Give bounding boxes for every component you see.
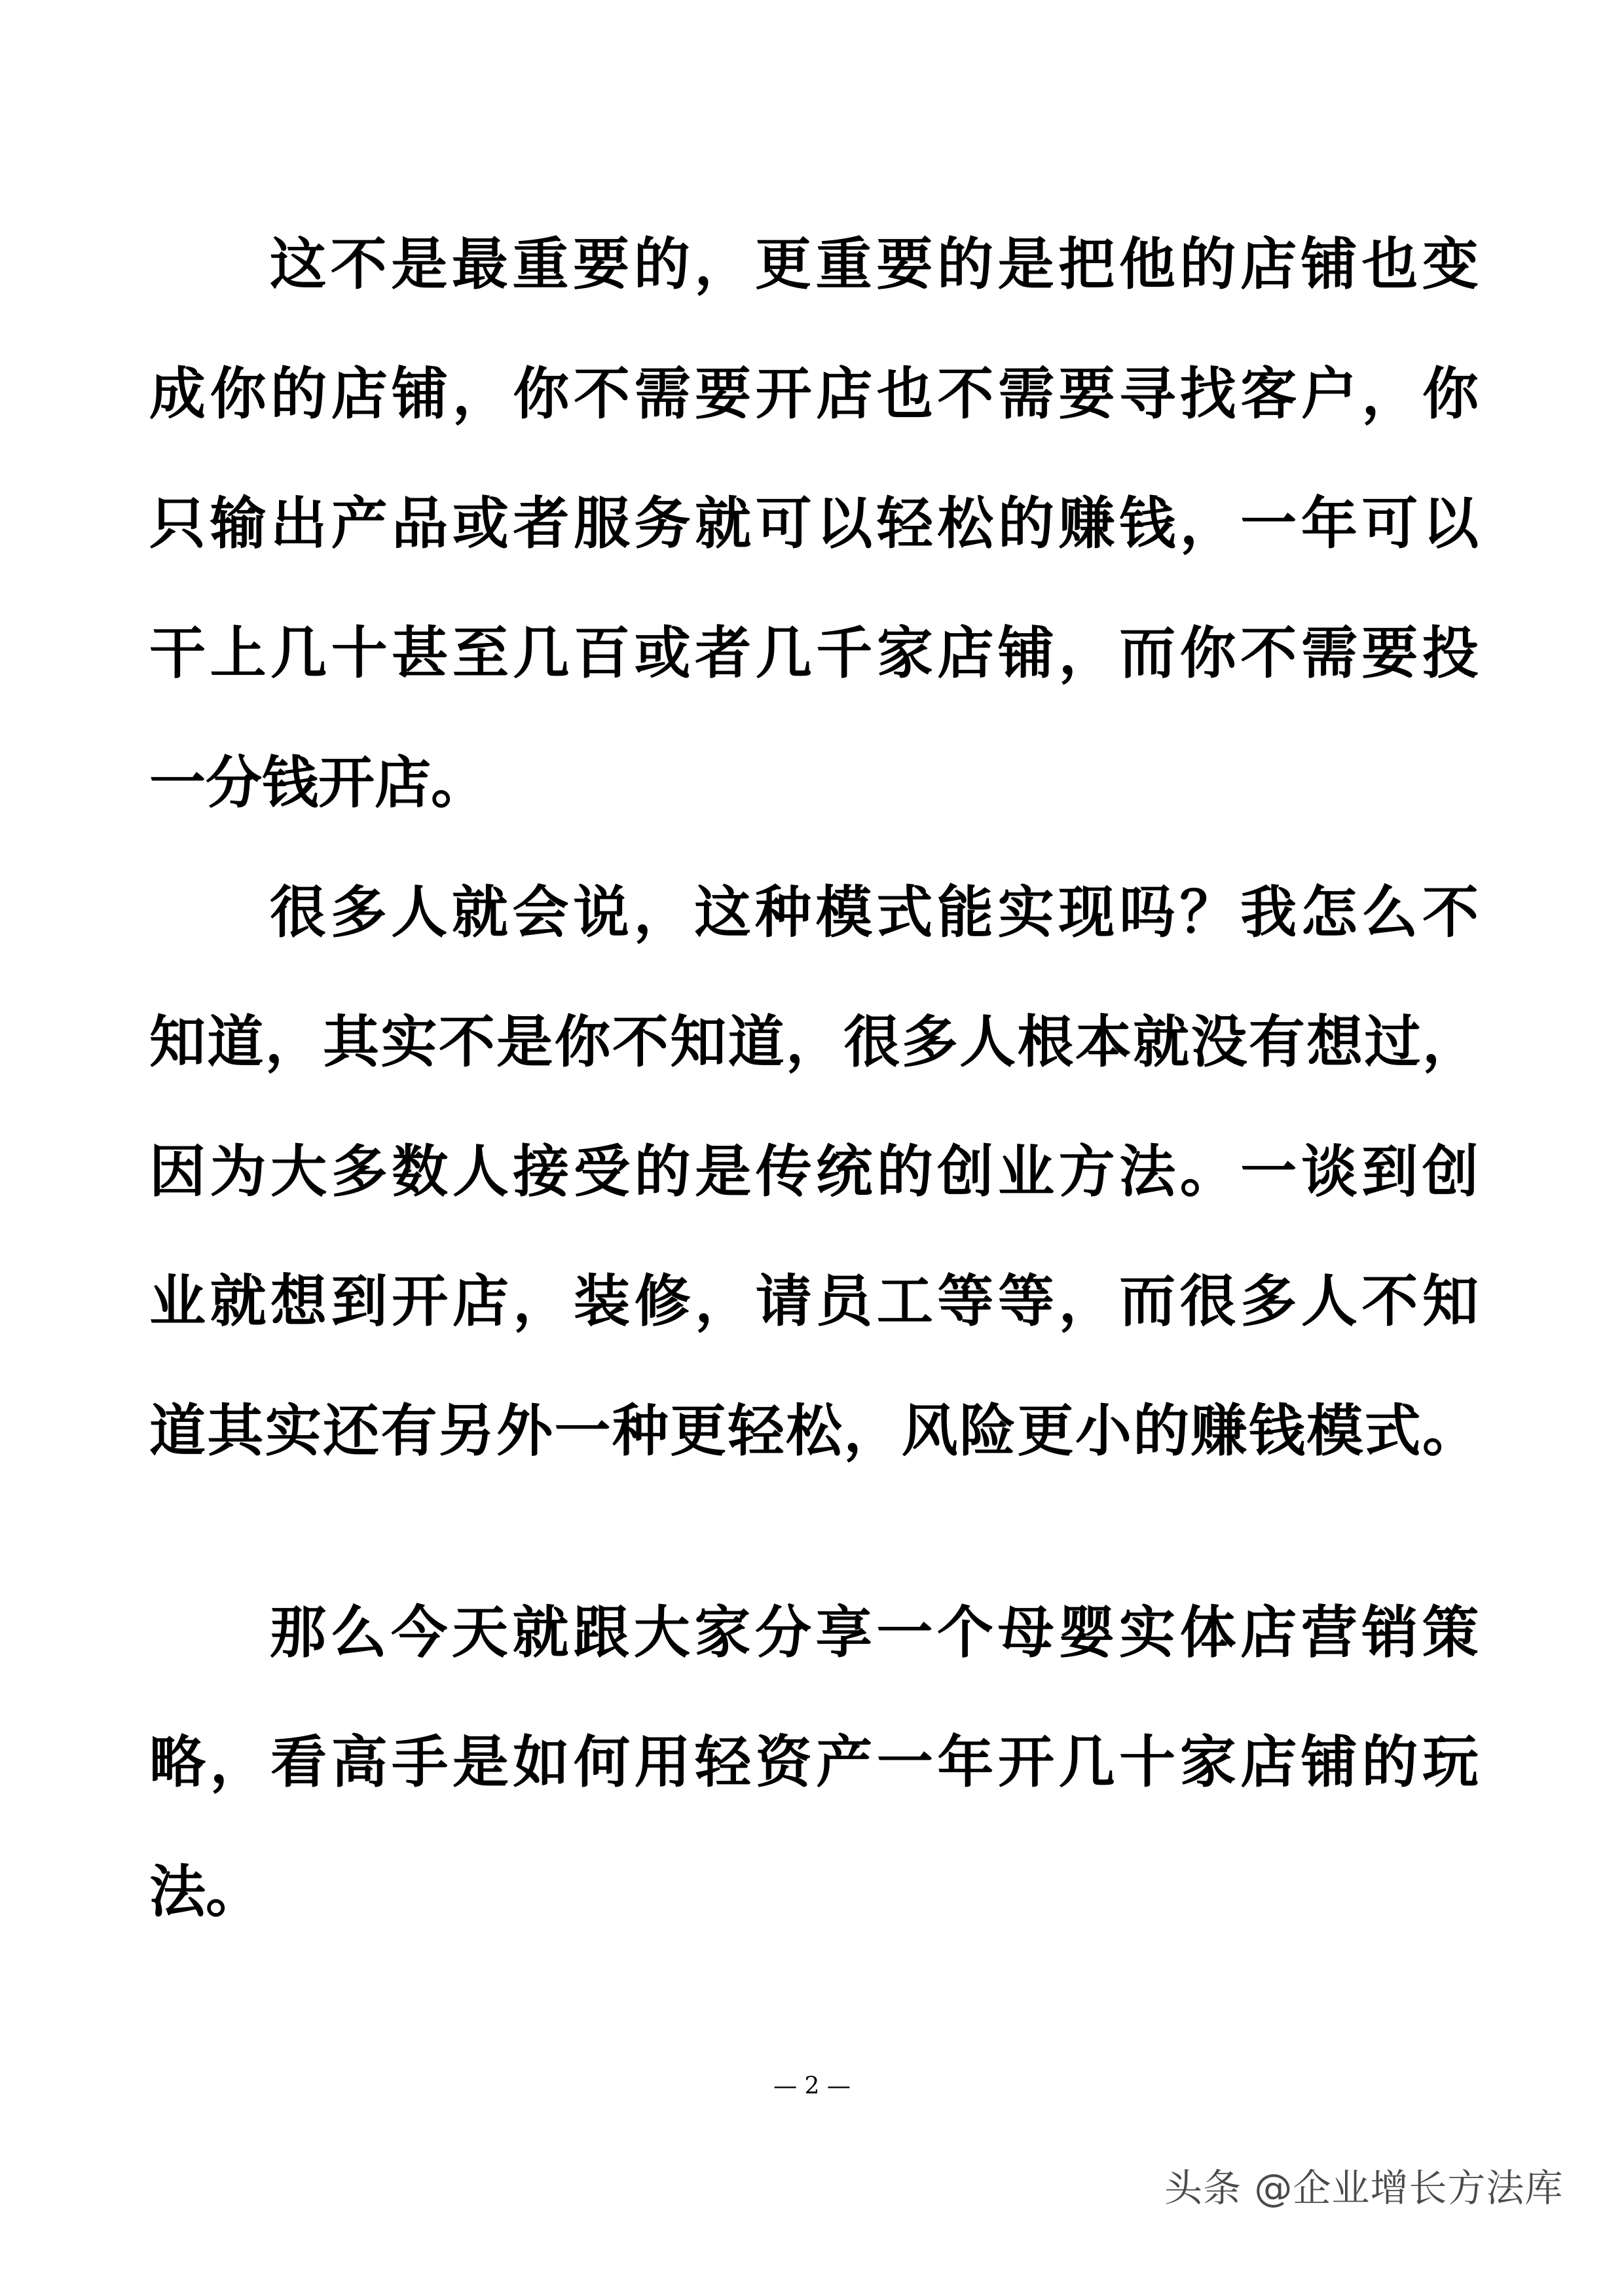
paragraph-line: 很多人就会说，这种模式能实现吗？我怎么不 [270, 879, 1479, 945]
paragraph-line: 略，看高手是如何用轻资产一年开几十家店铺的玩 [149, 1729, 1479, 1795]
paragraph-line: 那么今天就跟大家分享一个母婴实体店营销策 [270, 1599, 1479, 1666]
paragraph-3 [149, 1568, 1479, 1957]
paragraph-2 [149, 848, 1479, 1496]
paragraph-line: 成你的店铺，你不需要开店也不需要寻找客户，你 [149, 361, 1479, 427]
paragraph-1 [149, 200, 1479, 848]
paragraph-line: 道其实还有另外一种更轻松，风险更小的赚钱模式。 [149, 1398, 1479, 1464]
paragraph-line: 这不是最重要的，更重要的是把他的店铺也变 [270, 231, 1479, 297]
paragraph-line: 因为大多数人接受的是传统的创业方法。一谈到创 [149, 1139, 1479, 1205]
page-number: — 2 — [773, 2073, 851, 2100]
paragraph-line: 干上几十甚至几百或者几千家店铺，而你不需要投 [149, 620, 1479, 686]
source-watermark: 头条 @企业增长方法库 [1164, 2166, 1564, 2210]
paragraph-line: 一分钱开店。 [149, 750, 487, 816]
paragraph-line: 只输出产品或者服务就可以轻松的赚钱，一年可以 [149, 490, 1479, 556]
paragraph-line: 知道，其实不是你不知道，很多人根本就没有想过， [149, 1009, 1479, 1075]
paragraph-line: 业就想到开店，装修，请员工等等，而很多人不知 [149, 1268, 1479, 1334]
paragraph-line: 法。 [149, 1859, 262, 1925]
